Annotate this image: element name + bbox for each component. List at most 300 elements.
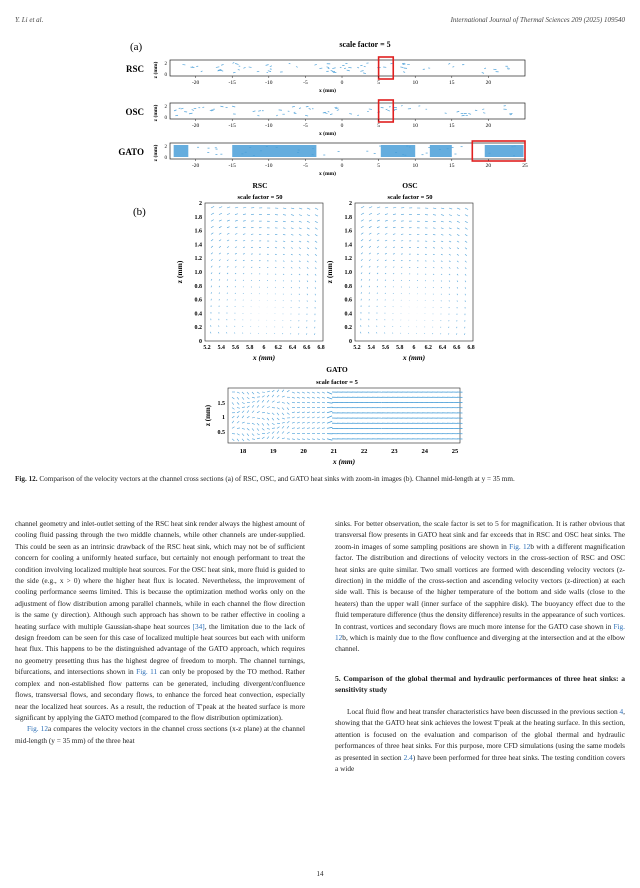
gato-z-label: z (mm) (204, 404, 212, 427)
velocity-vector (377, 253, 379, 254)
velocity-vector (361, 253, 363, 255)
velocity-vector (322, 412, 325, 413)
velocity-vector (465, 267, 466, 269)
velocity-vector (302, 397, 305, 398)
velocity-vector (393, 254, 395, 255)
gato-zoom-title: GATO (326, 365, 348, 374)
velocity-vector (235, 253, 237, 254)
velocity-vector (257, 428, 259, 430)
velocity-vector (327, 402, 332, 403)
velocity-vector (377, 213, 380, 214)
gato-y-tick: 1.5 (217, 401, 225, 407)
velocity-vector (465, 215, 468, 217)
x-tick-label: -20 (191, 163, 200, 169)
velocity-vector (465, 234, 467, 236)
velocity-vector (262, 428, 264, 430)
rsc-zoom-x-tick: 6.2 (274, 345, 282, 351)
velocity-vector (175, 115, 178, 116)
velocity-vector (302, 422, 305, 423)
velocity-vector (377, 227, 380, 228)
velocity-vector (243, 240, 245, 241)
x-tick-label: 20 (485, 123, 492, 129)
velocity-vector (315, 267, 316, 269)
z-tick: 0 (164, 156, 167, 161)
velocity-vector (393, 240, 395, 241)
x-tick-label: -5 (303, 123, 308, 129)
velocity-vector (475, 110, 477, 111)
velocity-vector (360, 332, 361, 334)
velocity-vector (385, 280, 386, 281)
velocity-vector (242, 411, 244, 413)
velocity-vector (449, 261, 451, 262)
velocity-vector (322, 397, 325, 398)
x-tick-label: -10 (265, 163, 273, 169)
velocity-vector (243, 260, 245, 261)
rsc-zoom-y-tick: 0.6 (194, 297, 202, 304)
velocity-vector (257, 405, 259, 407)
velocity-vector (299, 248, 301, 249)
gato-x-label: x (mm) (332, 457, 356, 466)
velocity-vector (247, 428, 249, 430)
velocity-vector (307, 215, 310, 216)
velocity-vector (282, 418, 285, 419)
velocity-vector (252, 423, 255, 424)
velocity-vector (433, 281, 434, 282)
velocity-vector (441, 221, 444, 222)
velocity-vector (211, 259, 213, 261)
velocity-vector (465, 274, 466, 276)
velocity-vector (252, 397, 255, 398)
velocity-vector (292, 106, 295, 107)
velocity-vector (283, 215, 286, 216)
osc-zoom-x-tick: 5.2 (353, 345, 361, 351)
velocity-vector (277, 431, 279, 433)
velocity-vector (242, 397, 244, 399)
velocity-vector (282, 402, 285, 403)
velocity-vector (282, 431, 284, 433)
velocity-vector (317, 439, 320, 440)
velocity-vector (393, 207, 396, 208)
velocity-vector (327, 397, 332, 399)
osc-zoom-x-tick: 6 (412, 345, 416, 351)
velocity-vector (299, 267, 300, 268)
velocity-vector (361, 213, 364, 215)
velocity-vector (361, 246, 363, 248)
velocity-vector (307, 392, 310, 393)
x-tick-label: -5 (303, 163, 308, 169)
velocity-vector (227, 220, 230, 221)
velocity-vector (403, 64, 406, 65)
velocity-vector (402, 63, 404, 64)
velocity-vector (312, 439, 315, 440)
velocity-vector (272, 395, 274, 397)
velocity-vector (299, 208, 302, 209)
right-column (335, 518, 625, 774)
velocity-vector (232, 397, 234, 399)
x-tick-label: 15 (449, 123, 455, 129)
velocity-vector (369, 220, 372, 221)
velocity-vector (369, 246, 371, 247)
velocity-vector (393, 234, 395, 235)
velocity-vector (441, 248, 443, 249)
velocity-vector (465, 281, 466, 283)
velocity-vector (257, 418, 260, 419)
velocity-vector (307, 228, 310, 229)
velocity-vector (297, 392, 300, 393)
velocity-vector (344, 68, 346, 69)
velocity-vector (369, 279, 370, 280)
velocity-vector (340, 67, 342, 68)
velocity-vector (377, 246, 379, 247)
rsc-zoom-y-tick: 1.6 (194, 228, 202, 235)
velocity-vector (235, 240, 237, 241)
velocity-vector (433, 287, 434, 288)
left-paragraph-1 (15, 518, 305, 723)
x-tick-label: -10 (265, 123, 273, 129)
velocity-vector (283, 287, 284, 288)
velocity-vector (385, 247, 387, 248)
velocity-vector (457, 228, 460, 229)
running-author: Y. Li et al. (15, 16, 44, 24)
velocity-vector (403, 72, 405, 73)
velocity-vector (277, 408, 280, 409)
velocity-vector (449, 208, 452, 209)
velocity-vector (433, 221, 436, 222)
velocity-vector (385, 267, 386, 268)
velocity-vector (292, 417, 295, 418)
velocity-vector (277, 418, 279, 420)
velocity-vector (220, 106, 223, 107)
velocity-vector (457, 287, 458, 288)
velocity-vector (302, 428, 305, 429)
velocity-vector (449, 254, 451, 255)
text-span: b, which is mainly due to the flow confluence and diverging at the intersection and at the elbow channel. (335, 633, 625, 654)
velocity-vector (457, 208, 460, 209)
velocity-vector (299, 234, 301, 235)
velocity-vector (277, 413, 279, 415)
velocity-vector (449, 228, 452, 229)
velocity-vector (235, 207, 238, 208)
velocity-vector (297, 439, 300, 440)
velocity-vector (242, 439, 244, 441)
velocity-vector (237, 439, 239, 441)
velocity-vector (377, 286, 378, 287)
velocity-vector (401, 105, 403, 106)
velocity-vector (227, 293, 228, 294)
rsc-zoom-y-tick: 0.4 (194, 311, 202, 318)
text-span: channel geometry and inlet-outlet setting of the RSC heat sink render always the highest amount of cooling fluid passing through the two middle channels, while other channels are under-supplied. This could be seen as an intrinsic drawback of the RSC heat sink, which may not be of sufficient concern for cooling a uniformly heated surface, but certainly not enough performant to treat the condition involving localized multiple heat sources. For the OSC heat sink, more fluid is guided to the side (e.g., x > 0) where the higher heat flux is located. Nevertheless, the improvement of cooling performance seems limited. This is because the optimization method works only on the adjustment of flow distribution among parallel channels, while in each channel the flow direction is the same (y direction). Although such approach has shown to be rather effective in cooling a heating surface with multiple Gaussian-shape heat sources (15, 519, 305, 631)
velocity-vector (360, 71, 363, 72)
velocity-vector (237, 411, 240, 412)
velocity-vector (482, 109, 484, 110)
velocity-vector (291, 267, 292, 268)
gato-x-tick: 23 (391, 448, 398, 455)
velocity-vector (227, 240, 229, 241)
velocity-vector (457, 274, 458, 275)
velocity-vector (252, 434, 254, 436)
velocity-vector (441, 294, 442, 295)
x-tick-label: 15 (449, 80, 455, 86)
velocity-vector (292, 397, 295, 398)
velocity-vector (441, 215, 444, 216)
velocity-vector (283, 267, 284, 268)
velocity-vector (235, 64, 238, 65)
velocity-vector (252, 439, 255, 440)
velocity-vector (267, 437, 269, 439)
velocity-vector (235, 267, 236, 268)
dense-vector-region (232, 145, 316, 157)
velocity-vector (307, 261, 309, 262)
velocity-vector (237, 421, 239, 423)
velocity-vector (299, 241, 301, 242)
fig-12b-link-2[interactable]: Fig. 12 (335, 621, 625, 643)
rsc-zoom-y-tick: 0 (199, 339, 202, 345)
fig-11-link[interactable]: Fig. 11 (136, 667, 158, 677)
velocity-vector (449, 274, 450, 275)
velocity-vector (369, 240, 371, 241)
velocity-vector (252, 417, 255, 418)
velocity-vector (252, 405, 254, 407)
velocity-vector (361, 279, 362, 281)
velocity-vector (242, 434, 244, 436)
velocity-vector (297, 397, 300, 398)
x-tick-label: 10 (412, 163, 418, 169)
velocity-vector (385, 253, 387, 254)
velocity-vector (307, 417, 310, 418)
velocity-vector (232, 408, 234, 410)
section-2-4-link[interactable]: 2.4 (403, 752, 413, 762)
panel-a-label: (a) (130, 41, 143, 53)
velocity-vector (257, 423, 259, 425)
velocity-vector (267, 407, 270, 408)
velocity-vector (440, 333, 441, 334)
velocity-vector (464, 333, 465, 335)
velocity-vector (393, 221, 396, 222)
velocity-vector (307, 397, 310, 398)
velocity-vector (307, 241, 309, 242)
gato-zoom-frame (228, 388, 460, 443)
velocity-vector (315, 221, 318, 223)
velocity-vector (315, 274, 316, 276)
left-paragraph-2 (15, 723, 305, 746)
velocity-vector (453, 67, 455, 68)
gato-x-tick: 19 (270, 448, 277, 455)
velocity-vector (268, 71, 271, 72)
velocity-vector (299, 281, 300, 282)
dense-vector-region (485, 145, 524, 157)
z-tick: 2 (164, 62, 167, 67)
velocity-vector (292, 422, 295, 423)
text-span: , showing that the GATO heat sink achieves the lowest T′peak at the heating surface. In this section, attention is focused on the evaluation and comparison of the global thermal and hydraulic performances of three heat sinks. For this purpose, more CFD simulations (using the same models as presented in section (335, 706, 625, 762)
velocity-vector (312, 412, 315, 413)
velocity-vector (291, 215, 294, 216)
velocity-vector (433, 228, 436, 229)
velocity-vector (227, 207, 230, 208)
velocity-vector (393, 247, 395, 248)
velocity-vector (361, 206, 364, 208)
velocity-vector (302, 417, 305, 418)
velocity-vector (299, 254, 301, 255)
osc-zoom-x-tick: 6.6 (453, 345, 461, 351)
velocity-vector (257, 392, 260, 394)
z-axis-label: z (mm) (153, 104, 159, 122)
velocity-vector (369, 286, 370, 287)
velocity-vector (291, 228, 294, 229)
velocity-vector (327, 392, 332, 394)
osc-zoom-y-tick: 0.2 (344, 325, 352, 332)
velocity-vector (291, 281, 292, 282)
velocity-vector (247, 406, 249, 408)
velocity-vector (219, 286, 220, 287)
osc-zoom-x-tick: 5.6 (381, 345, 390, 351)
velocity-vector (292, 412, 295, 413)
velocity-vector (232, 402, 234, 404)
velocity-vector (307, 234, 309, 235)
velocity-vector (291, 208, 294, 209)
velocity-vector (441, 274, 442, 275)
velocity-vector (441, 281, 442, 282)
velocity-vector (433, 241, 435, 242)
velocity-vector (433, 274, 434, 275)
velocity-vector (282, 413, 284, 415)
velocity-vector (237, 392, 240, 393)
velocity-vector (369, 233, 371, 234)
velocity-vector (227, 213, 230, 214)
velocity-vector (317, 397, 320, 398)
velocity-vector (227, 233, 229, 234)
velocity-vector (462, 115, 465, 116)
rsc-zoom-x-tick: 5.4 (217, 345, 225, 351)
velocity-vector (327, 416, 332, 418)
velocity-vector (243, 207, 246, 208)
velocity-vector (433, 267, 434, 268)
rsc-zoom-y-tick: 0.8 (194, 283, 202, 290)
velocity-vector (322, 422, 325, 423)
velocity-vector (282, 408, 284, 410)
velocity-vector (227, 253, 229, 254)
ref-34-link[interactable]: [34] (192, 621, 205, 631)
velocity-vector (242, 416, 244, 418)
velocity-vector (317, 428, 320, 429)
velocity-vector (291, 261, 293, 262)
channel-strip (170, 103, 525, 119)
section-4-link[interactable]: 4 (619, 706, 624, 716)
rsc-zoom-vectors (210, 206, 318, 335)
velocity-vector (393, 287, 394, 288)
velocity-vector (294, 113, 297, 114)
osc-zoom-y-tick: 1.0 (344, 270, 352, 276)
velocity-vector (369, 266, 370, 267)
x-tick-label: 25 (522, 163, 528, 169)
velocity-vector (314, 333, 315, 335)
velocity-vector (377, 233, 379, 234)
velocity-vector (385, 273, 386, 274)
x-tick-label: 5 (377, 123, 380, 129)
velocity-vector (267, 395, 269, 397)
velocity-vector (302, 392, 305, 393)
velocity-vector (297, 428, 300, 429)
velocity-vector (457, 234, 459, 235)
velocity-vector (449, 221, 452, 222)
velocity-vector (457, 215, 460, 216)
velocity-vector (219, 207, 222, 208)
velocity-vector (393, 267, 394, 268)
velocity-vector (252, 428, 254, 430)
velocity-vector (219, 279, 220, 280)
velocity-vector (267, 413, 270, 414)
velocity-vector (299, 294, 300, 295)
velocity-vector (385, 293, 386, 294)
velocity-vector (385, 207, 388, 208)
velocity-vector (312, 397, 315, 398)
right-paragraph-2 (335, 706, 625, 774)
fig-12b-link[interactable]: Fig. 12 (509, 541, 531, 551)
velocity-vector (385, 220, 388, 221)
velocity-vector (253, 111, 256, 112)
velocity-vector (305, 115, 308, 116)
velocity-vector (441, 261, 443, 262)
osc-zoom-y-tick: 2 (349, 201, 352, 207)
velocity-vector (377, 279, 378, 280)
velocity-vector (272, 401, 275, 403)
velocity-vector (297, 417, 300, 418)
velocity-vector (257, 438, 260, 439)
x-tick-label: 10 (412, 80, 418, 86)
velocity-vector (243, 273, 244, 274)
velocity-vector (232, 106, 235, 107)
velocity-vector (327, 411, 332, 413)
velocity-vector (272, 418, 274, 420)
velocity-vector (257, 411, 260, 412)
velocity-vector (315, 261, 317, 263)
velocity-vector (283, 274, 284, 275)
velocity-vector (465, 248, 467, 250)
velocity-vector (307, 287, 308, 288)
velocity-vector (272, 432, 274, 434)
osc-zoom-y-tick: 1.2 (344, 256, 352, 263)
velocity-vector (219, 240, 221, 241)
velocity-vector (291, 234, 293, 235)
x-tick-label: -20 (191, 80, 200, 86)
velocity-vector (369, 109, 372, 110)
rsc-zoom-scale: scale factor = 50 (237, 194, 283, 201)
velocity-vector (210, 332, 211, 334)
text-span: Local fluid flow and heat transfer characteristics have been discussed in the previous section (347, 706, 620, 716)
velocity-vector (387, 110, 389, 111)
velocity-vector (484, 68, 486, 69)
velocity-vector (327, 67, 330, 68)
velocity-vector (233, 62, 235, 63)
left-column (15, 518, 305, 746)
velocity-vector (262, 423, 264, 425)
fig-12-link[interactable]: Fig. 12 (27, 724, 48, 734)
velocity-vector (312, 422, 315, 423)
velocity-vector (376, 332, 377, 333)
velocity-vector (291, 294, 292, 295)
velocity-vector (299, 287, 300, 288)
osc-zoom-x-tick: 6.2 (424, 345, 432, 351)
velocity-vector (465, 241, 467, 243)
velocity-vector (441, 234, 443, 235)
velocity-vector (385, 260, 387, 261)
velocity-vector (317, 417, 320, 418)
velocity-vector (392, 333, 393, 334)
velocity-vector (302, 412, 305, 413)
velocity-vector (307, 254, 309, 255)
velocity-vector (449, 234, 451, 235)
velocity-vector (457, 261, 459, 262)
velocity-vector (243, 293, 244, 294)
